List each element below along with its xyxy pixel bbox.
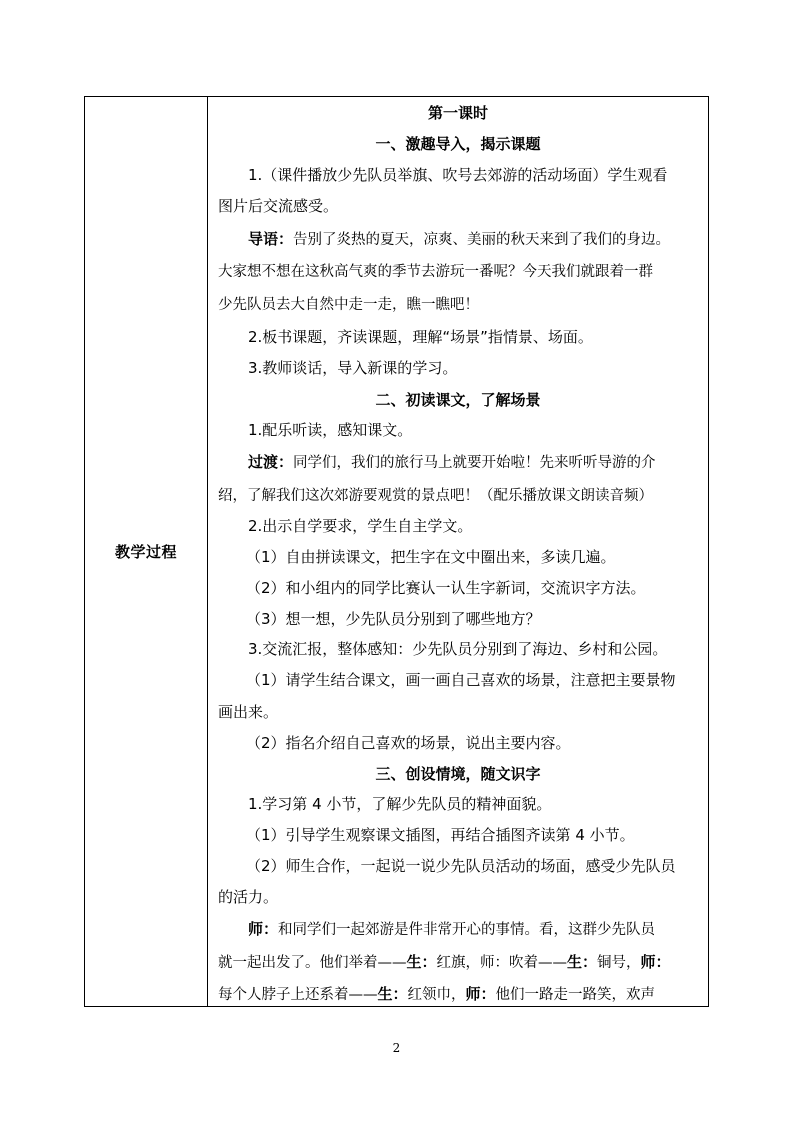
text-line: 3.教师谈话，导入新课的学习。 [248, 359, 458, 377]
dialogue-text: 就一起出发了。他们举着—— [218, 955, 407, 971]
text-line: （1）引导学生观察课文插图，再结合插图齐读第 4 小节。 [246, 826, 635, 844]
dialogue-line [208, 980, 708, 1006]
student-label: 生： [406, 953, 437, 971]
intro-text: 告别了炎热的夏天，凉爽、美丽的秋天来到了我们的身边。 [293, 232, 671, 248]
text-line: （2）指名介绍自己喜欢的场景，说出主要内容。 [246, 734, 571, 752]
dialogue-text: 铜号， [597, 955, 641, 971]
intro-line [208, 225, 708, 253]
intro-label: 导语： [248, 230, 294, 248]
text-line: 1.学习第 4 小节，了解少先队员的精神面貌。 [248, 795, 552, 813]
text-line: 3.交流汇报，整体感知：少先队员分别到了海边、乡村和公园。 [248, 640, 668, 658]
text-line: 的活力。 [218, 888, 279, 906]
content-cell [208, 97, 708, 1006]
section-label: 教学过程 [114, 543, 177, 561]
teacher-label: 师： [248, 920, 279, 938]
text-line: 1.配乐听读，感知课文。 [248, 421, 413, 439]
page-number: 2 [392, 1041, 401, 1055]
dialogue-line [208, 948, 708, 976]
transition-line [208, 448, 708, 476]
student-label: 生： [377, 985, 408, 1003]
teacher-label: 师： [640, 953, 671, 971]
transition-text: 同学们，我们的旅行马上就要开始啦！先来听听导游的介 [293, 455, 656, 471]
text-span: 绍，了解我们这次郊游要观赏的景点吧！（配乐播放课文朗读音频） [218, 488, 653, 504]
text-line: （2）师生合作，一起说一说少先队员活动的场面，感受少先队员 [246, 857, 676, 875]
section-heading-1: 一、激趣导入，揭示课题 [375, 135, 541, 153]
text-line: （1）自由拼读课文，把生字在文中圈出来，多读几遍。 [246, 548, 616, 566]
dialogue-text: 红旗，师：吹着—— [436, 955, 568, 971]
lesson-table [84, 96, 709, 1007]
text-line: 2.出示自学要求，学生自主学文。 [248, 517, 473, 535]
text-line: （2）和小组内的同学比赛认一认生字新词，交流识字方法。 [246, 579, 646, 597]
text-line [208, 481, 708, 509]
text-line: （3）想一想，少先队员分别到了哪些地方？ [246, 610, 541, 628]
teacher-label: 师： [465, 985, 496, 1003]
text-line: 大家想不想在这秋高气爽的季节去游玩一番呢？今天我们就跟着一群 [218, 264, 653, 280]
text-line: 2.板书课题，齐读课题，理解“场景”指情景、场面。 [248, 328, 593, 346]
section-heading-3: 三、创设情境，随文识字 [375, 765, 541, 783]
dialogue-line [208, 915, 708, 943]
text-line: 少先队员去大自然中走一走，瞧一瞧吧！ [218, 297, 479, 313]
text-line: 画出来。 [218, 703, 279, 721]
text-line: 图片后交流感受。 [218, 197, 339, 215]
transition-label: 过渡： [248, 453, 294, 471]
dialogue-text: 每个人脖子上还系着—— [218, 987, 378, 1003]
text-line: 1.（课件播放少先队员举旗、吹号去郊游的活动场面）学生观看 [248, 166, 668, 184]
lesson-title: 第一课时 [427, 104, 488, 122]
dialogue-text: 红领巾， [407, 987, 466, 1003]
dialogue-text: 他们一路走一路笑，欢声 [495, 987, 656, 1003]
dialogue-text: 和同学们一起郊游是件非常开心的事情。看，这群少先队员 [278, 922, 656, 938]
student-label: 生： [567, 953, 598, 971]
section-heading-2: 二、初读课文，了解场景 [375, 391, 541, 409]
label-cell [85, 97, 207, 1006]
text-line: （1）请学生结合课文，画一画自己喜欢的场景，注意把主要景物 [246, 671, 676, 689]
